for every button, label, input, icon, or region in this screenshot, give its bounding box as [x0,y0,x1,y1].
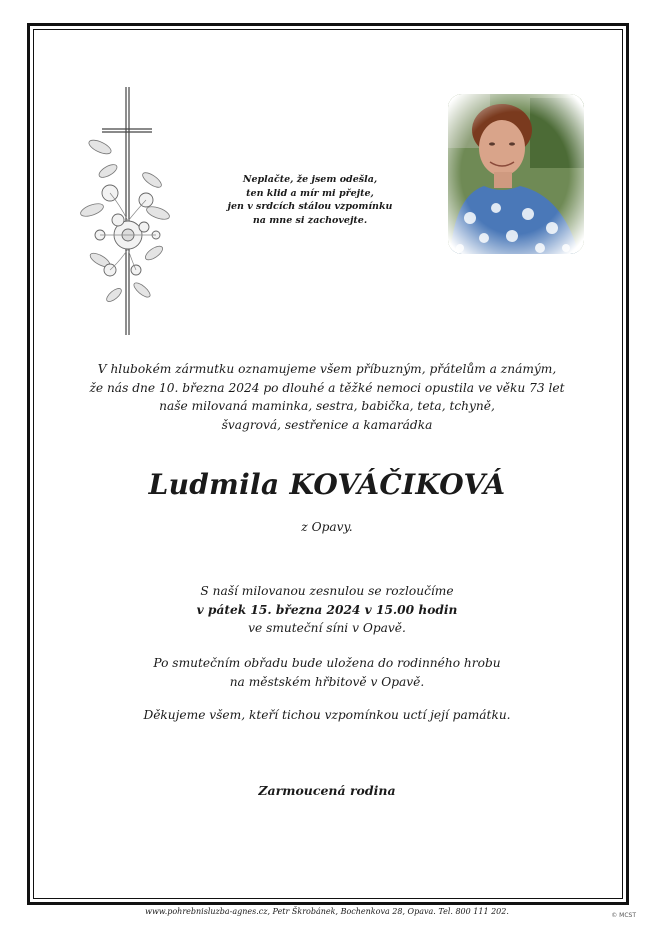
cross-with-flowers-icon [70,85,180,340]
poem [220,173,400,227]
farewell-date: v pátek 15. března 2024 v 15.00 hodin [196,602,458,617]
poem-line: na mne si zachovejte. [252,214,368,226]
burial-info [60,654,594,691]
corner-mark: © MCST [611,912,636,919]
burial-line: na městském hřbitově v Opavě. [229,674,425,689]
signature: Zarmoucená rodina [258,783,396,798]
deceased-name: Ludmila KOVÁČIKOVÁ [148,468,506,501]
farewell-line: S naší milovanou zesnulou se rozloučíme [200,584,454,598]
deceased-origin: z Opavy. [301,520,353,534]
announcement-line: že nás dne 10. března 2024 po dlouhé a těžké nemoci opustila ve věku 73 let [89,380,565,395]
announcement [60,360,594,434]
portrait-photo [440,88,590,258]
farewell-place: ve smuteční síni v Opavě. [248,621,406,635]
poem-line: jen v srdcích stálou vzpomínku [227,201,393,212]
farewell-info [60,582,594,638]
announcement-line: V hlubokém zármutku oznamujeme všem příbuzným, přátelům a známým, [97,362,557,376]
thanks-text: Děkujeme všem, kteří tichou vzpomínkou uctí její památku. [143,708,511,722]
burial-line: Po smutečním obřadu bude uložena do rodinného hrobu [153,656,501,670]
announcement-line: švagrová, sestřenice a kamarádka [221,417,433,432]
poem-line: ten klid a mír mi přejte, [246,187,374,199]
poem-line: Neplačte, že jsem odešla, [242,174,378,185]
announcement-line: naše milovaná maminka, sestra, babička, teta, tchyně, [159,399,495,413]
footer-contact: www.pohrebnisluzba-agnes.cz, Petr Škrobánek, Bochenkova 28, Opava. Tel. 800 111 202. [145,907,509,916]
